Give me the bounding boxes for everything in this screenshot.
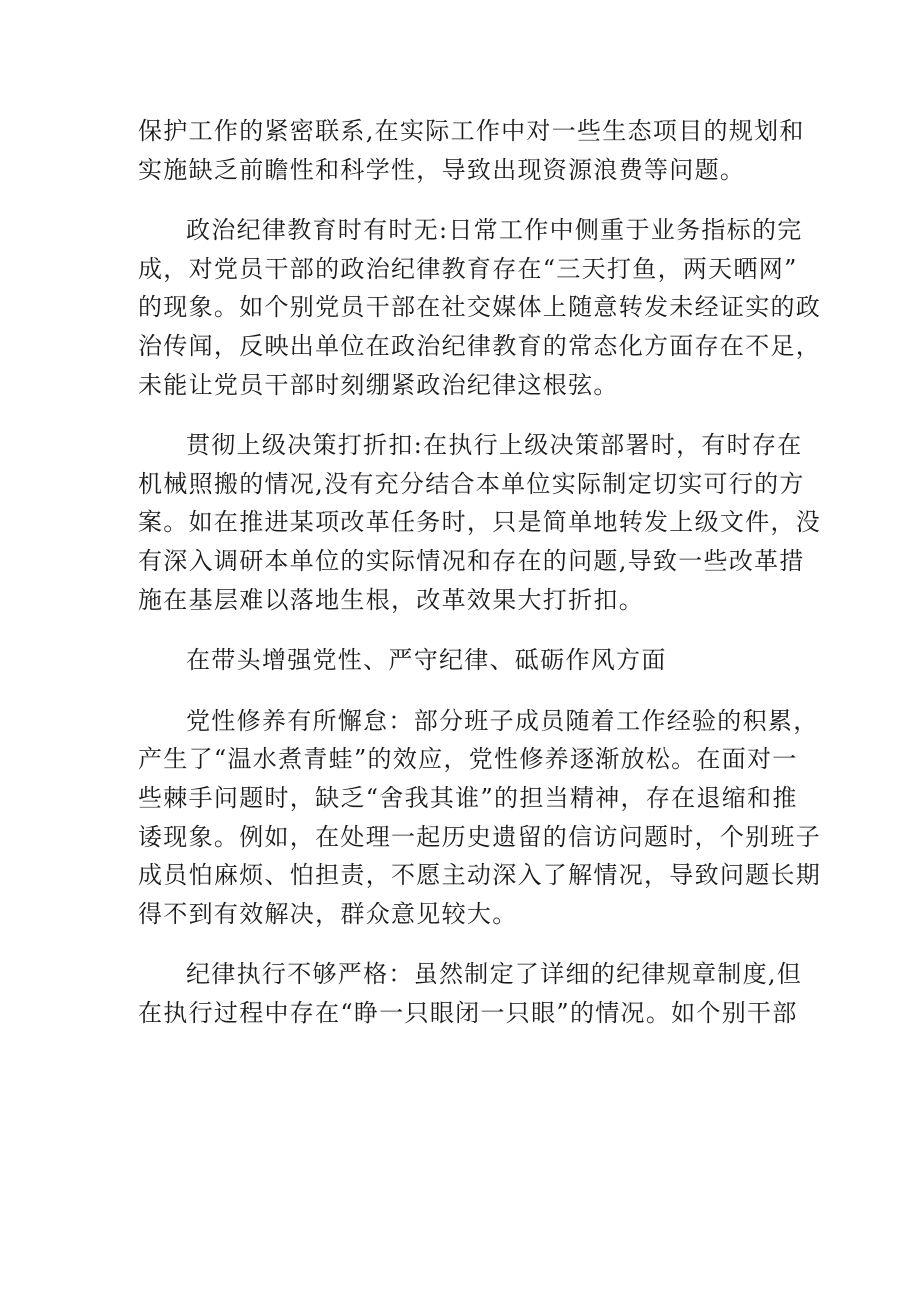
section-heading-text: 在带头增强党性、严守纪律、砥砺作风方面	[186, 646, 667, 675]
text-line: 的现象。如个别党员干部在社交媒体上随意转发未经证实的政	[138, 293, 822, 322]
paragraph-ecology-issue	[138, 112, 805, 189]
text-line: 未能让党员干部时刻绷紧政治纪律这根弦。	[138, 370, 619, 399]
text-line: 些棘手问题时，缺乏“舍我其谁”的担当精神，存在退缩和推	[138, 783, 798, 812]
document-body	[138, 112, 822, 1054]
text-line: 治传闻，反映出单位在政治纪律教育的常态化方面存在不足，	[138, 331, 822, 360]
text-line: 实施缺乏前瞻性和科学性，导致出现资源浪费等问题。	[138, 155, 746, 184]
text-line: 政治纪律教育时有时无:日常工作中侧重于业务指标的完	[186, 216, 803, 245]
text-line: 有深入调研本单位的实际情况和存在的问题,导致一些改革措	[138, 546, 805, 575]
text-line: 纪律执行不够严格：虽然制定了详细的纪律规章制度,但	[186, 960, 803, 989]
text-line: 贯彻上级决策打折扣:在执行上级决策部署时，有时存在	[186, 431, 803, 460]
text-line: 诿现象。例如，在处理一起历史遗留的信访问题时，个别班子	[138, 822, 822, 851]
text-line: 施在基层难以落地生根，改革效果大打折扣。	[138, 585, 644, 614]
text-line: 机械照搬的情况,没有充分结合本单位实际制定切实可行的方	[138, 469, 805, 498]
section-heading	[138, 641, 796, 680]
text-line: 产生了“温水煮青蛙”的效应，党性修养逐渐放松。在面对一	[138, 745, 798, 774]
text-line: 保护工作的紧密联系,在实际工作中对一些生态项目的规划和	[138, 117, 805, 145]
text-line: 党性修养有所懈怠：部分班子成员随着工作经验的积累，	[186, 706, 819, 735]
text-line: 成员怕麻烦、怕担责，不愿主动深入了解情况，导致问题长期	[138, 861, 822, 890]
text-line: 得不到有效解决，群众意见较大。	[138, 899, 518, 928]
text-line: 成，对党员干部的政治纪律教育存在“三天打鱼，两天晒网”	[138, 254, 798, 283]
text-line: 在执行过程中存在“睁一只眼闭一只眼”的情况。如个别干部	[138, 998, 798, 1027]
paragraph-political-discipline-education	[138, 211, 822, 404]
paragraph-implementing-decisions	[138, 426, 822, 619]
text-line: 案。如在推进某项改革任务时，只是简单地转发上级文件，没	[138, 508, 822, 537]
paragraph-discipline-enforcement	[138, 955, 803, 1032]
paragraph-party-spirit	[138, 702, 822, 934]
